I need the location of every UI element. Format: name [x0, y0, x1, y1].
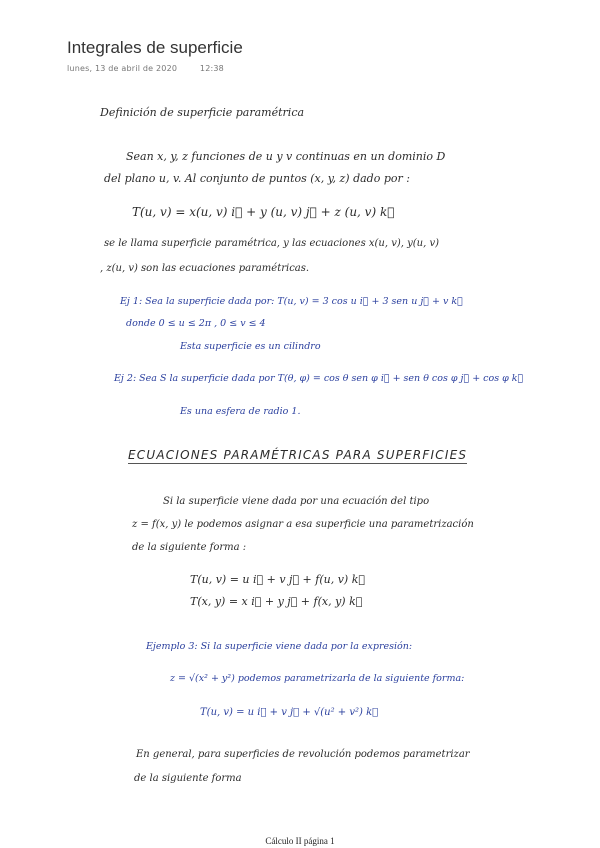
- paragraph2-line1: se le llama superficie paramétrica, y las ecuaciones x(u, v), y(u, v): [104, 238, 440, 249]
- example3-line2: z = √(x² + y²) podemos parametrizarla de la siguiente forma:: [170, 673, 465, 684]
- equation-uv: T(u, v) = u i⃗ + v j⃗ + f(u, v) k⃗: [190, 573, 365, 586]
- page-footer: Cálculo II página 1: [265, 836, 335, 846]
- example2-line1: Ej 2: Sea S la superficie dada por T(θ, φ) = cos θ sen φ i⃗ + sen θ cos φ j⃗ + cos φ k⃗: [114, 373, 524, 384]
- example3-line1: Ejemplo 3: Si la superficie viene dada por la expresión:: [146, 641, 413, 652]
- heading-definicion: Definición de superficie paramétrica: [100, 106, 305, 119]
- paragraph1-line2: del plano u, v. Al conjunto de puntos (x, y, z) dado por :: [104, 172, 410, 185]
- paragraph4-line1: En general, para superficies de revolución podemos parametrizar: [136, 749, 470, 760]
- heading-ecuaciones: [128, 448, 467, 462]
- example1-line2: donde 0 ≤ u ≤ 2π , 0 ≤ v ≤ 4: [126, 318, 266, 329]
- paragraph3-line1: Si la superficie viene dada por una ecuación del tipo: [163, 496, 430, 507]
- example1-line3: Esta superficie es un cilindro: [180, 341, 321, 352]
- example3-equation: T(u, v) = u i⃗ + v j⃗ + √(u² + v²) k⃗: [200, 707, 379, 718]
- example1-line1: Ej 1: Sea la superficie dada por: T(u, v) = 3 cos u i⃗ + 3 sen u j⃗ + v k⃗: [120, 296, 463, 307]
- equation-xy: T(x, y) = x i⃗ + y j⃗ + f(x, y) k⃗: [190, 595, 363, 608]
- page-date: lunes, 13 de abril de 2020: [67, 64, 178, 73]
- page-title: Integrales de superficie: [67, 38, 243, 57]
- page-timestamp: [67, 64, 224, 73]
- equation-parametric-surface: T(u, v) = x(u, v) i⃗ + y (u, v) j⃗ + z (u, v) k⃗: [132, 205, 395, 219]
- heading-ecuaciones-text: ECUACIONES PARAMÉTRICAS PARA SUPERFICIES: [128, 448, 468, 462]
- example2-line2: Es una esfera de radio 1.: [180, 406, 301, 417]
- paragraph2-line2: , z(u, v) son las ecuaciones paramétricas.: [100, 263, 310, 274]
- page-time: 12:38: [199, 64, 224, 73]
- paragraph1-line1: Sean x, y, z funciones de u y v continuas en un dominio D: [126, 150, 446, 163]
- paragraph3-line3: de la siguiente forma :: [132, 542, 247, 553]
- paragraph3-line2: z = f(x, y) le podemos asignar a esa superficie una parametrización: [132, 519, 474, 530]
- paragraph4-line2: de la siguiente forma: [134, 773, 242, 784]
